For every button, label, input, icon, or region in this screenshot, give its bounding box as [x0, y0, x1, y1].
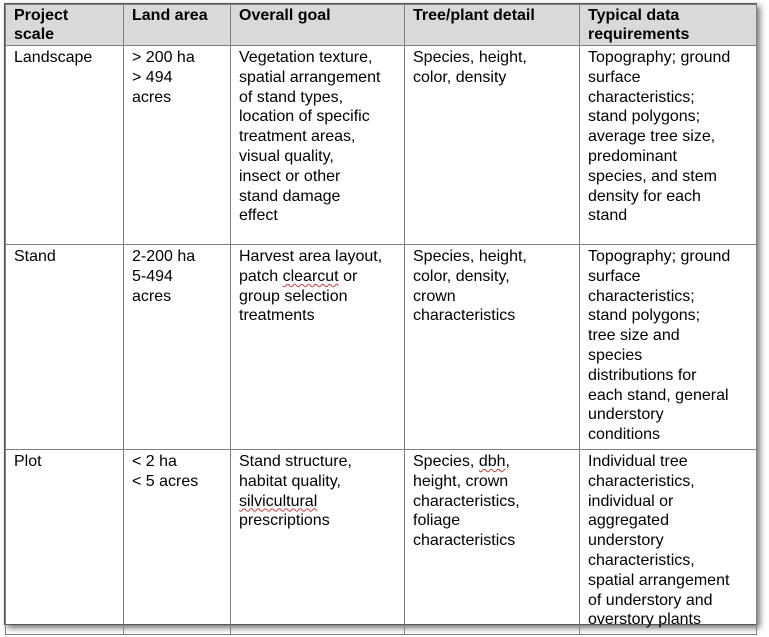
header-overall-goal: Overall goal	[231, 5, 405, 46]
goal-line	[239, 492, 396, 512]
cell-overall-goal: Harvest area layout, patch clearcut or group selection treatments	[231, 245, 405, 450]
table-frame	[4, 3, 757, 629]
spellcheck-word: clearcut	[282, 267, 339, 285]
table-row-landscape	[6, 46, 757, 245]
project-scale-table	[5, 4, 757, 635]
header-typical-data-requirements: Typical data requirements	[580, 5, 757, 46]
cell-project-scale: Landscape	[6, 46, 124, 245]
table-row-stand	[6, 245, 757, 450]
table-row-plot	[6, 449, 757, 634]
header-land-area: Land area	[124, 5, 231, 46]
cell-tree-plant-detail: Species, height, color, density	[405, 46, 580, 245]
cell-project-scale: Stand	[6, 245, 124, 450]
cell-tree-plant-detail: Species, height, color, density, crown characteristics	[405, 245, 580, 450]
cell-typical-data-requirements: Individual tree characteristics, individual or aggregated understory characteristics, spatial arrangement of understory and overstory plants	[580, 449, 757, 634]
spellcheck-word: dbh	[478, 452, 506, 470]
cell-overall-goal: Stand structure, habitat quality, silvicultural prescriptions	[231, 449, 405, 634]
cell-overall-goal: Vegetation texture, spatial arrangement of stand types, location of specific treatment areas, visual quality, insect or other stand damage effect	[231, 46, 405, 245]
cell-land-area: < 2 ha < 5 acres	[124, 449, 231, 634]
spellcheck-word: silvicultural	[239, 492, 318, 510]
cell-project-scale: Plot	[6, 449, 124, 634]
detail-line: Species, dbh,	[413, 452, 510, 470]
cell-typical-data-requirements: Topography; ground surface characteristics; stand polygons; tree size and species distributions for each stand, general understory conditions	[580, 245, 757, 450]
header-project-scale: Project scale	[6, 5, 124, 46]
cell-land-area: 2-200 ha 5-494 acres	[124, 245, 231, 450]
header-row	[6, 5, 757, 46]
cell-tree-plant-detail: Species, dbh, height, crown characteristics, foliage characteristics	[405, 449, 580, 634]
goal-line: patch clearcut or	[239, 267, 358, 285]
cell-land-area: > 200 ha > 494 acres	[124, 46, 231, 245]
header-tree-plant-detail: Tree/plant detail	[405, 5, 580, 46]
cell-typical-data-requirements: Topography; ground surface characteristics; stand polygons; average tree size, predominant species, and stem density for each stand	[580, 46, 757, 245]
